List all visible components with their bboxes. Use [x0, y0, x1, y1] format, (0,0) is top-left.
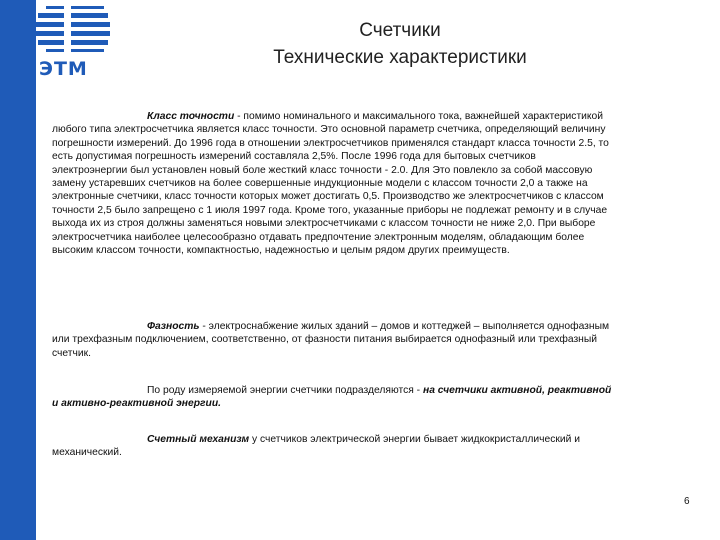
page-title: Счетчики: [359, 20, 441, 41]
left-accent-bar: [0, 0, 36, 540]
page-number: 6: [684, 496, 690, 507]
paragraph-counting-mechanism: [52, 433, 612, 460]
paragraph-phase-text: - электроснабжение жилых зданий – домов и коттеджей – выполняется однофазным или трехфазным подключением, соответственно, от фазности питания выбирается однофазный или трехфазный счетчик.: [52, 321, 610, 359]
paragraph-accuracy-class-text: - помимо номинального и максимального тока, важнейшей характеристикой любого типа электросчетчика является класс точности. Это основной параметр счетчика, определяющий величину погрешности измерений. До 1996 года в отношении электросчетчиков применялся стандарт класса точности 2.5, то есть допустимая погрешность измерений составляла 2,5%. После 1996 года для бытовых счетчиков электроэнергии был установлен новый боле жесткий класс точности - 2.0. Для Это повлекло за собой массовую замену устаревших счетчиков на более совершенные индукционные модели с классом точности 2,0 а также на электронные счетчики, класс точности которых может достигать 0,5. Производство же электросчетчиков с классом точности 2,5 было запрещено с 1 июля 1997 года. Кроме того, указанные приборы не подлежат ремонту и в случае выхода их из строя должны заменяться новыми электросчетчиками с классом точности не ниже 2,0. При выборе электросчетчика наиболее целесообразно отдавать предпочтение электронным моделям, обладающим более высоким классом точности, компактностью, надежностью и целым рядом других преимуществ.: [52, 111, 609, 257]
term-accuracy-class: Класс точности: [147, 111, 235, 122]
paragraph-energy-type-lead: По роду измеряемой энергии счетчики подразделяются -: [147, 385, 423, 396]
paragraph-phase: [52, 320, 612, 360]
term-phase: Фазность: [147, 321, 200, 332]
paragraph-energy-type-emphasis: на счетчики активной, реактивной и активно-реактивной энергии.: [52, 385, 612, 410]
term-counting-mechanism: Счетный механизм: [147, 434, 250, 445]
paragraph-energy-type: [52, 384, 612, 411]
logo-emblem: [36, 4, 112, 62]
page-subtitle: Технические характеристики: [273, 47, 527, 68]
logo-text: ЭТМ: [39, 58, 88, 80]
paragraph-accuracy-class: [52, 110, 612, 257]
paragraph-counting-mechanism-text: у счетчиков электрической энергии бывает жидкокристаллический и механический.: [52, 434, 581, 459]
company-logo: [36, 4, 112, 78]
